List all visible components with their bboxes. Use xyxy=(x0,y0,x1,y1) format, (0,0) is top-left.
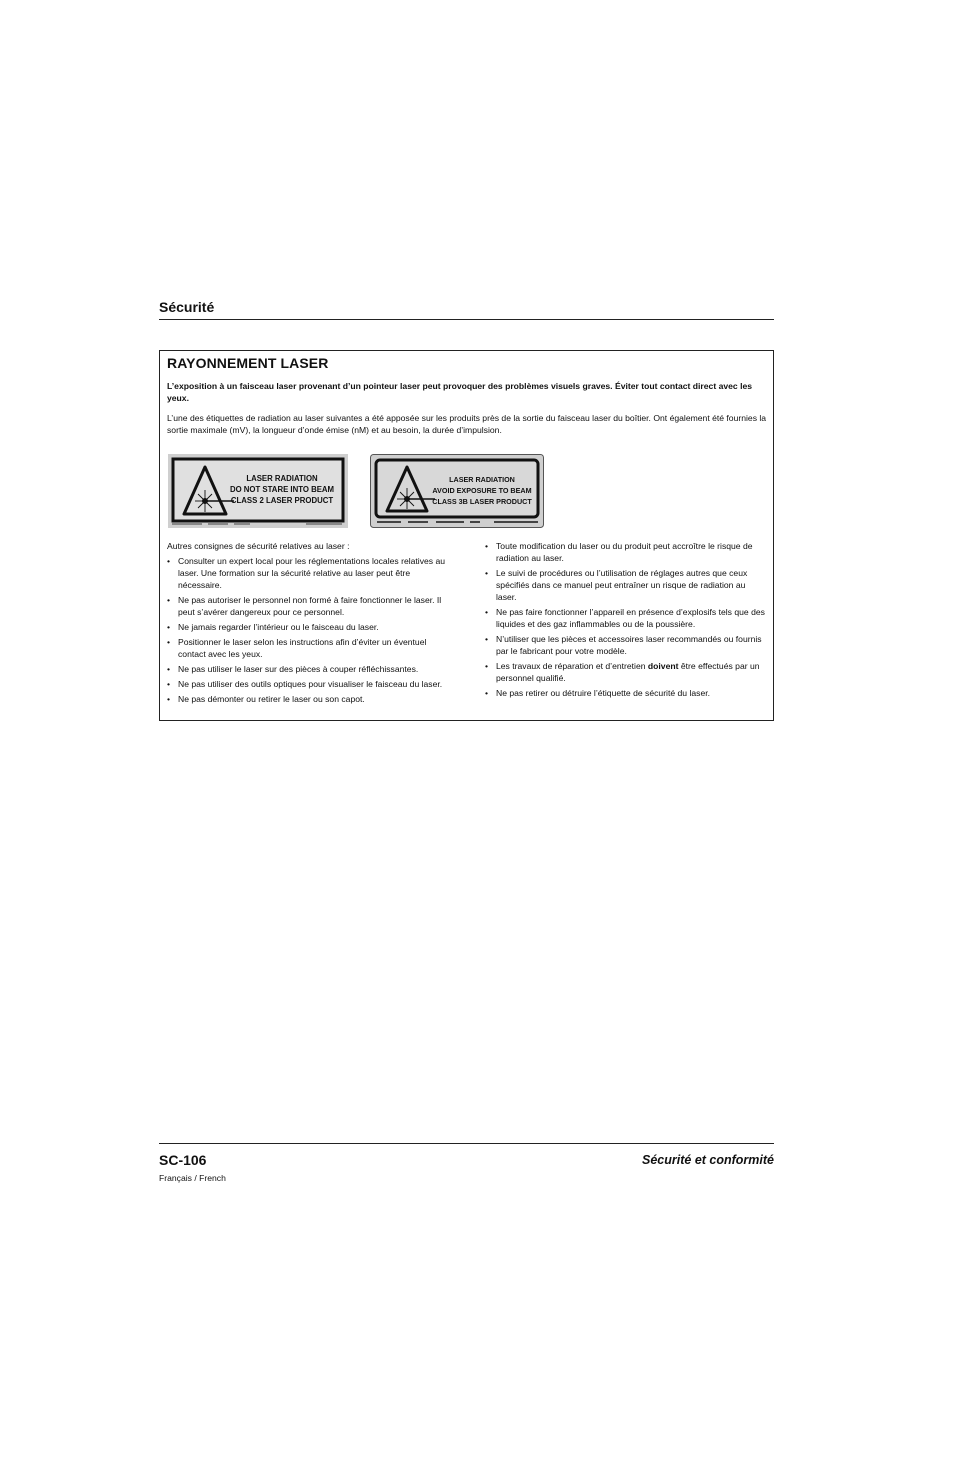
labels-intro: L’une des étiquettes de radiation au laser suivantes a été apposée sur les produits près de la sortie du faisceau laser du boîtier. Ont également été fournies la sortie maximale (mV), la longueur d’onde émise (nM) et au besoin, la durée d’impulsion. xyxy=(167,413,767,435)
list-item: • Ne pas autoriser le personnel non formé à faire fonctionner le laser. Il peut s’avérer dangereux pour ce personnel. xyxy=(167,594,453,618)
laser-warning: L’exposition à un faisceau laser provenant d’un pointeur laser peut provoquer des problèmes visuels graves. Éviter tout contact direct avec les yeux. xyxy=(167,381,753,403)
left-column xyxy=(167,540,453,708)
page-number: SC-106 xyxy=(159,1152,207,1168)
label-fine-print xyxy=(436,521,464,523)
list-item: • Toute modification du laser ou du produit peut accroître le risque de radiation au laser. xyxy=(485,540,767,564)
list-item: • Ne pas utiliser des outils optiques pour visualiser le faisceau du laser. xyxy=(167,678,453,690)
label-line-2: AVOID EXPOSURE TO BEAM xyxy=(432,486,532,495)
laser-label-class-2 xyxy=(168,454,348,528)
label-line-1: LASER RADIATION xyxy=(449,475,515,484)
list-item: • Consulter un expert local pour les réglementations locales relatives au laser. Une formation sur la sécurité relative au laser peut être nécessaire. xyxy=(167,555,453,591)
footer-rule xyxy=(159,1143,774,1144)
footer-doc-title: Sécurité et conformité xyxy=(642,1153,774,1167)
list-item: • Le suivi de procédures ou l’utilisation de réglages autres que ceux spécifiés dans ce manuel peut entraîner un risque de radiation au laser. xyxy=(485,567,767,603)
language-label: Français / French xyxy=(159,1173,226,1183)
list-item: • Ne pas utiliser le laser sur des pièces à couper réfléchissantes. xyxy=(167,663,453,675)
list-item-text: être effectués par un personnel qualifié. xyxy=(496,661,760,683)
label-fine-print xyxy=(494,521,538,523)
left-safety-list xyxy=(167,555,453,705)
label-fine-print xyxy=(306,523,342,525)
list-item: • Positionner le laser selon les instructions afin d’éviter un éventuel contact avec les yeux. xyxy=(167,636,453,660)
label-line-2: DO NOT STARE INTO BEAM xyxy=(229,485,335,494)
laser-radiation-box xyxy=(159,350,774,721)
label-line-3: CLASS 3B LASER PRODUCT xyxy=(432,497,532,506)
list-item-text: Les travaux de réparation et d’entretien xyxy=(496,661,648,671)
label-fine-print xyxy=(234,523,250,525)
list-item: • Ne jamais regarder l’intérieur ou le faisceau du laser. xyxy=(167,621,453,633)
laser-label-class-3b xyxy=(370,454,544,528)
section-title: Sécurité xyxy=(159,299,215,315)
label-line-1: LASER RADIATION xyxy=(246,474,318,483)
list-item xyxy=(485,660,767,684)
label-fine-print xyxy=(408,521,428,523)
label-fine-print xyxy=(172,523,202,525)
right-column xyxy=(485,540,767,702)
left-column-intro: Autres consignes de sécurité relatives au laser : xyxy=(167,541,350,551)
header-rule xyxy=(159,319,774,320)
label-fine-print xyxy=(208,523,228,525)
list-item: • N’utiliser que les pièces et accessoires laser recommandés ou fournis par le fabricant pour votre modèle. xyxy=(485,633,767,657)
right-safety-list xyxy=(485,540,767,699)
label-line-3: CLASS 2 LASER PRODUCT xyxy=(230,496,334,505)
list-item: • Ne pas retirer ou détruire l’étiquette de sécurité du laser. xyxy=(485,687,767,699)
list-item: • Ne pas faire fonctionner l’appareil en présence d’explosifs tels que des liquides et des gaz inflammables ou de la poussière. xyxy=(485,606,767,630)
label-fine-print xyxy=(470,521,480,523)
label-fine-print xyxy=(377,521,401,523)
box-title: RAYONNEMENT LASER xyxy=(167,355,329,371)
list-item: • Ne pas démonter ou retirer le laser ou son capot. xyxy=(167,693,453,705)
list-item-emphasis: doivent xyxy=(647,661,679,671)
